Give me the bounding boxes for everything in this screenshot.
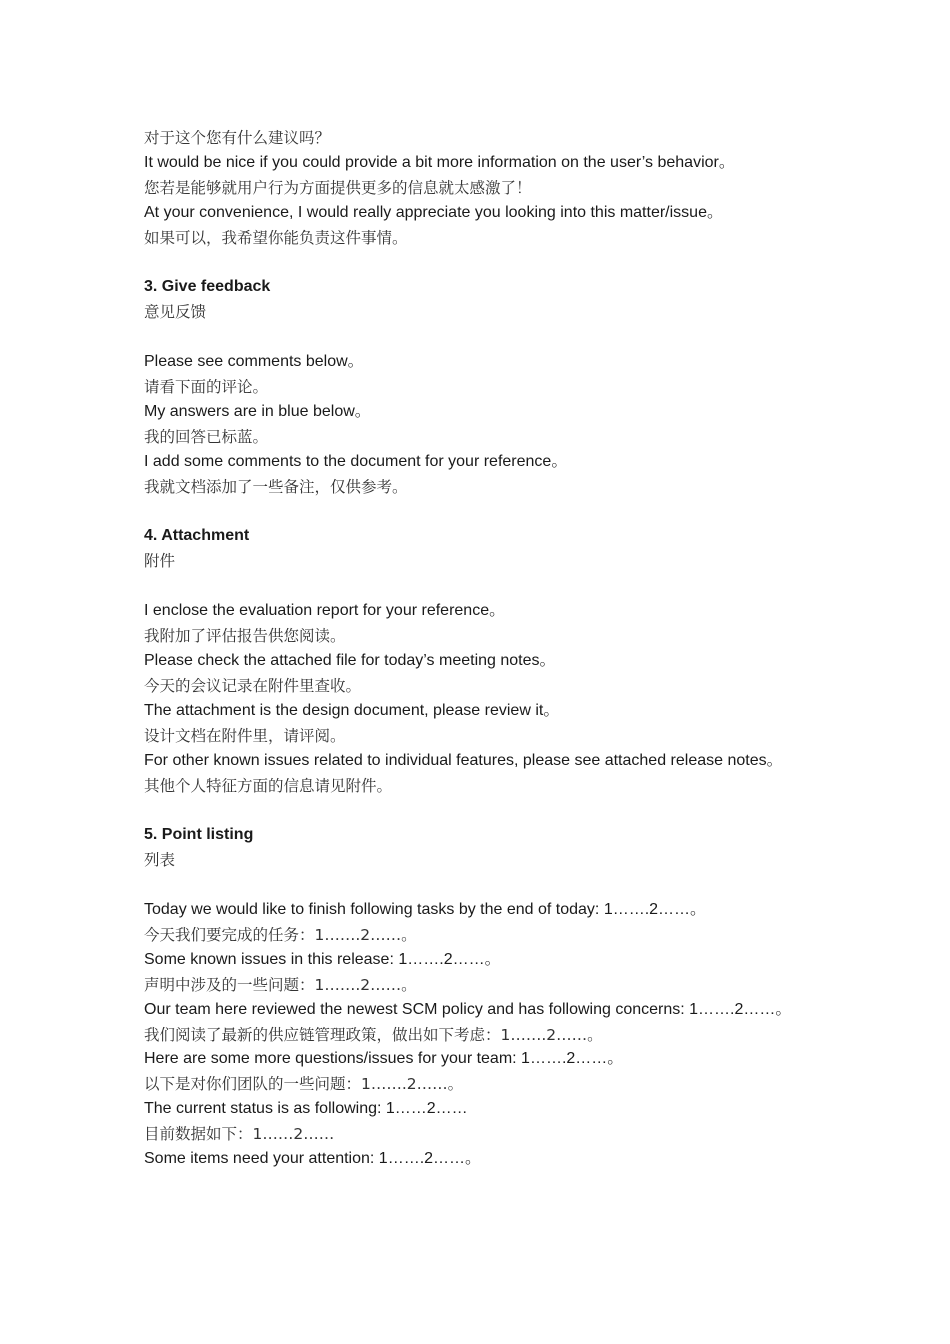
section-line: 我就文档添加了一些备注，仅供参考。 bbox=[144, 477, 408, 496]
section-line: 目前数据如下：1……2…… bbox=[144, 1125, 335, 1144]
section-line: Some known issues in this release: 1…….2……。 bbox=[144, 950, 501, 968]
section-line: 其他个人特征方面的信息请见附件。 bbox=[144, 776, 393, 795]
section-subheading: 意见反馈 bbox=[144, 303, 207, 322]
section-heading: 3. Give feedback bbox=[144, 278, 271, 296]
section-heading: 4. Attachment bbox=[144, 527, 250, 545]
section-line: 以下是对你们团队的一些问题：1…….2……。 bbox=[144, 1075, 464, 1094]
section-line: 我附加了评估报告供您阅读。 bbox=[144, 627, 346, 646]
intro-line: 您若是能够就用户行为方面提供更多的信息就太感激了！ bbox=[144, 178, 532, 197]
section-line: 设计文档在附件里，请评阅。 bbox=[144, 726, 346, 745]
section-line: Please see comments below。 bbox=[144, 353, 364, 371]
section-attachment bbox=[144, 524, 806, 798]
section-line: 请看下面的评论。 bbox=[144, 378, 269, 397]
section-line: My answers are in blue below。 bbox=[144, 402, 371, 420]
section-line: 今天的会议记录在附件里查收。 bbox=[144, 676, 362, 695]
section-line: The current status is as following: 1……2…… bbox=[144, 1100, 468, 1118]
section-line: The attachment is the design document, please review it。 bbox=[144, 701, 560, 719]
section-subheading: 列表 bbox=[144, 851, 176, 870]
spacer bbox=[144, 574, 806, 599]
spacer bbox=[144, 325, 806, 350]
section-line: 今天我们要完成的任务：1…….2……。 bbox=[144, 925, 417, 944]
section-line: For other known issues related to individual features, please see attached release notes。 bbox=[144, 751, 783, 769]
intro-line: 对于这个您有什么建议吗？ bbox=[144, 129, 331, 147]
section-line: I enclose the evaluation report for your reference。 bbox=[144, 602, 506, 620]
section-line: 我们阅读了最新的供应链管理政策，做出如下考虑：1…….2……。 bbox=[144, 1025, 603, 1044]
document-page bbox=[144, 126, 806, 1172]
section-line: Here are some more questions/issues for your team: 1…….2……。 bbox=[144, 1050, 624, 1068]
intro-line: It would be nice if you could provide a bit more information on the user’s behavior。 bbox=[144, 153, 735, 171]
section-line: 声明中涉及的一些问题：1…….2……。 bbox=[144, 975, 417, 994]
intro-line: 如果可以，我希望你能负责这件事情。 bbox=[144, 228, 408, 247]
section-give-feedback bbox=[144, 275, 806, 499]
section-line: Some items need your attention: 1…….2……。 bbox=[144, 1150, 482, 1168]
intro-line: At your convenience, I would really appreciate you looking into this matter/issue。 bbox=[144, 203, 723, 221]
section-heading: 5. Point listing bbox=[144, 826, 254, 844]
section-line: I add some comments to the document for your reference。 bbox=[144, 452, 568, 470]
spacer bbox=[144, 873, 806, 898]
section-subheading: 附件 bbox=[144, 552, 176, 571]
spacer bbox=[144, 251, 806, 276]
section-point-listing bbox=[144, 823, 806, 1172]
section-line: Our team here reviewed the newest SCM policy and has following concerns: 1…….2……。 bbox=[144, 1000, 792, 1018]
section-line: Today we would like to finish following tasks by the end of today: 1…….2……。 bbox=[144, 901, 707, 918]
intro-block bbox=[144, 126, 806, 251]
spacer bbox=[144, 500, 806, 525]
section-line: Please check the attached file for today’s meeting notes。 bbox=[144, 651, 556, 669]
section-line: 我的回答已标蓝。 bbox=[144, 427, 269, 446]
spacer bbox=[144, 798, 806, 823]
